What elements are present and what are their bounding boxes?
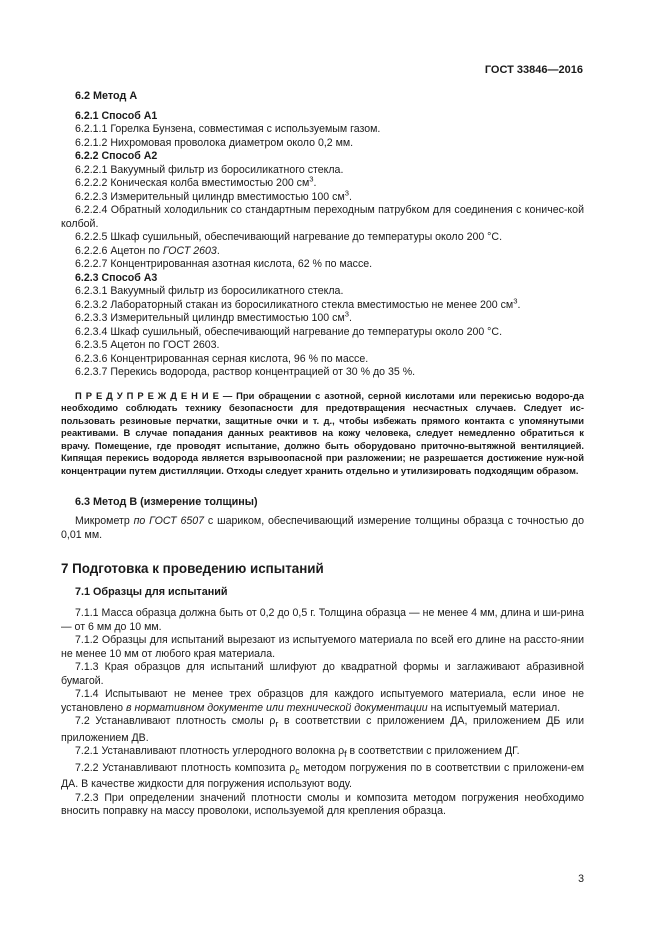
item-6-2-3-7: 6.2.3.7 Перекись водорода, раствор концентрацией от 30 % до 35 %.: [75, 366, 416, 378]
subsection-a2-title: 6.2.2 Способ А2: [75, 150, 158, 162]
text: в соответствии с приложением ДА, приложением ДБ или приложением ДВ.: [61, 715, 584, 744]
period: .: [216, 244, 220, 257]
item-text: 6.2.2.6 Ацетон по: [75, 244, 163, 257]
text: методом погружения по в соответствии с приложени-ем ДА. В качестве жидкости для погружения используют воду.: [61, 761, 585, 791]
item-6-2-2-3: [75, 187, 584, 205]
item-6-2-2-4: 6.2.2.4 Обратный холодильник со стандартным переходным патрубком для соединения с коничес-кой колбой.: [61, 204, 584, 230]
item-text: 6.2.2.3 Измерительный цилиндр вместимостью 100 см: [75, 190, 345, 203]
document-reference: в нормативном документе или технической документации: [126, 701, 428, 714]
para-7-1-2: 7.1.2 Образцы для испытаний вырезают из испытуемого материала по всей его длине на рассто-янии не менее 10 мм от любого края материала.: [61, 634, 584, 660]
item-6-2-3-2: [75, 295, 584, 313]
page-content: [61, 90, 585, 819]
item-6-2-1-1: 6.2.1.1 Горелка Бунзена, совместимая с используемым газом.: [75, 123, 381, 135]
para-7-2-1: [61, 745, 584, 762]
safety-warning: [61, 390, 584, 478]
subscript: f: [344, 749, 347, 760]
text: 7.2.2 Устанавливают плотность композита ρ: [75, 761, 296, 774]
superscript: 3: [309, 174, 314, 184]
subsection-a1-title: 6.2.1 Способ А1: [75, 109, 158, 122]
item-6-2-1-2: 6.2.1.2 Нихромовая проволока диаметром около 0,2 мм.: [75, 136, 354, 149]
text: на испытуемый материал.: [427, 701, 561, 714]
page-number: 3: [578, 873, 584, 885]
item-6-2-3-5: 6.2.3.5 Ацетон по ГОСТ 2603.: [75, 339, 220, 351]
warning-text: — При обращении с азотной, серной кислотами или перекисью водоро-да необходимо соблюдать технику безопасности для предотвращения несчастных случаев. Следует ис-пользовать резиновые перчатки, защитные очки и т. д., чтобы избежать прямого контакта с упомянутыми реактивами. В случае попадания данных реактивов на кожу человека, следует немедленно обратиться к врачу. Помещение, где проводят испытание, должно быть оборудовано приточно-вытяжной вентиляцией. Кипящая перекись водорода является взрывоопасной при разложении; не разрешается достижение нуж-ной концентрации путем дистилляции. Отходы следует хранить отдельно и утилизировать подходящим образом.: [61, 389, 585, 477]
item-6-2-2-2: [75, 174, 584, 191]
superscript: 3: [344, 309, 349, 319]
text: 7.2.1 Устанавливают плотность углеродного волокна ρ: [75, 745, 345, 758]
para-7-1-3: 7.1.3 Края образцов для испытаний шлифуют до квадратной формы и заглаживают абразивной бумагой.: [61, 661, 584, 687]
item-6-2-3-1: 6.2.3.1 Вакуумный фильтр из боросиликатного стекла.: [75, 285, 344, 297]
warning-label: П Р Е Д У П Р Е Ж Д Е Н И Е: [75, 389, 219, 401]
subsection-a3-title: 6.2.3 Способ А3: [75, 271, 158, 284]
item-text: 6.2.2.2 Коническая колба вместимостью 200 см: [75, 177, 310, 189]
text: с шариком, обеспечивающий измерение толщины образца с точностью до 0,01 мм.: [61, 515, 584, 541]
item-6-2-3-6: 6.2.3.6 Концентрированная серная кислота, 96 % по массе.: [75, 352, 369, 365]
superscript: 3: [513, 295, 518, 305]
item-6-2-2-1: 6.2.2.1 Вакуумный фильтр из боросиликатного стекла.: [75, 163, 344, 176]
text: в соответствии с приложением ДГ.: [346, 745, 520, 758]
text: 7.1.4 Испытывают не менее трех образцов для каждого испытуемого материала, если иное не установлено: [61, 688, 584, 714]
section-7-title: 7 Подготовка к проведению испытаний: [61, 561, 324, 577]
item-6-2-2-5: 6.2.2.5 Шкаф сушильный, обеспечивающий нагревание до температуры около 200 °С.: [75, 231, 503, 243]
para-7-2-2: [61, 762, 584, 792]
item-6-2-3-4: 6.2.3.4 Шкаф сушильный, обеспечивающий нагревание до температуры около 200 °С.: [75, 325, 503, 338]
section-7-1-title: 7.1 Образцы для испытаний: [75, 585, 228, 598]
item-6-2-3-3: [75, 309, 584, 326]
item-text: 6.2.3.3 Измерительный цилиндр вместимостью 100 см: [75, 312, 345, 324]
period: .: [348, 312, 352, 324]
section-6-3-title: 6.3 Метод В (измерение толщины): [75, 495, 258, 508]
para-7-1-4: [61, 688, 584, 715]
period: .: [348, 190, 352, 203]
item-6-2-2-7: 6.2.2.7 Концентрированная азотная кислота, 62 % по массе.: [75, 258, 373, 270]
section-6-3-text: [61, 515, 584, 542]
text: 7.2 Устанавливают плотность смолы ρ: [75, 715, 276, 728]
standard-reference: ГОСТ 2603: [162, 244, 217, 257]
para-7-1-1: 7.1.1 Масса образца должна быть от 0,2 до 0,5 г. Толщина образца — не менее 4 мм, длина и ши-рина — от 6 мм до 10 мм.: [61, 607, 584, 633]
period: .: [517, 298, 521, 311]
section-6-2-title: 6.2 Метод А: [75, 90, 138, 102]
para-7-2: [61, 715, 584, 745]
document-number-header: ГОСТ 33846—2016: [484, 64, 583, 76]
period: .: [313, 177, 317, 189]
subscript: c: [295, 765, 300, 776]
item-text: 6.2.3.2 Лабораторный стакан из боросиликатного стекла вместимостью не менее 200 см: [75, 298, 514, 311]
standard-reference: по ГОСТ 6507: [133, 515, 205, 528]
subscript: r: [275, 719, 279, 730]
item-6-2-2-6: [75, 245, 584, 259]
para-7-2-3: 7.2.3 При определении значений плотности смолы и композита методом погружения необходимо вносить поправку на массу проволоки, используемой для крепления образца.: [61, 791, 584, 818]
superscript: 3: [344, 187, 349, 197]
text: Микрометр: [75, 515, 134, 528]
